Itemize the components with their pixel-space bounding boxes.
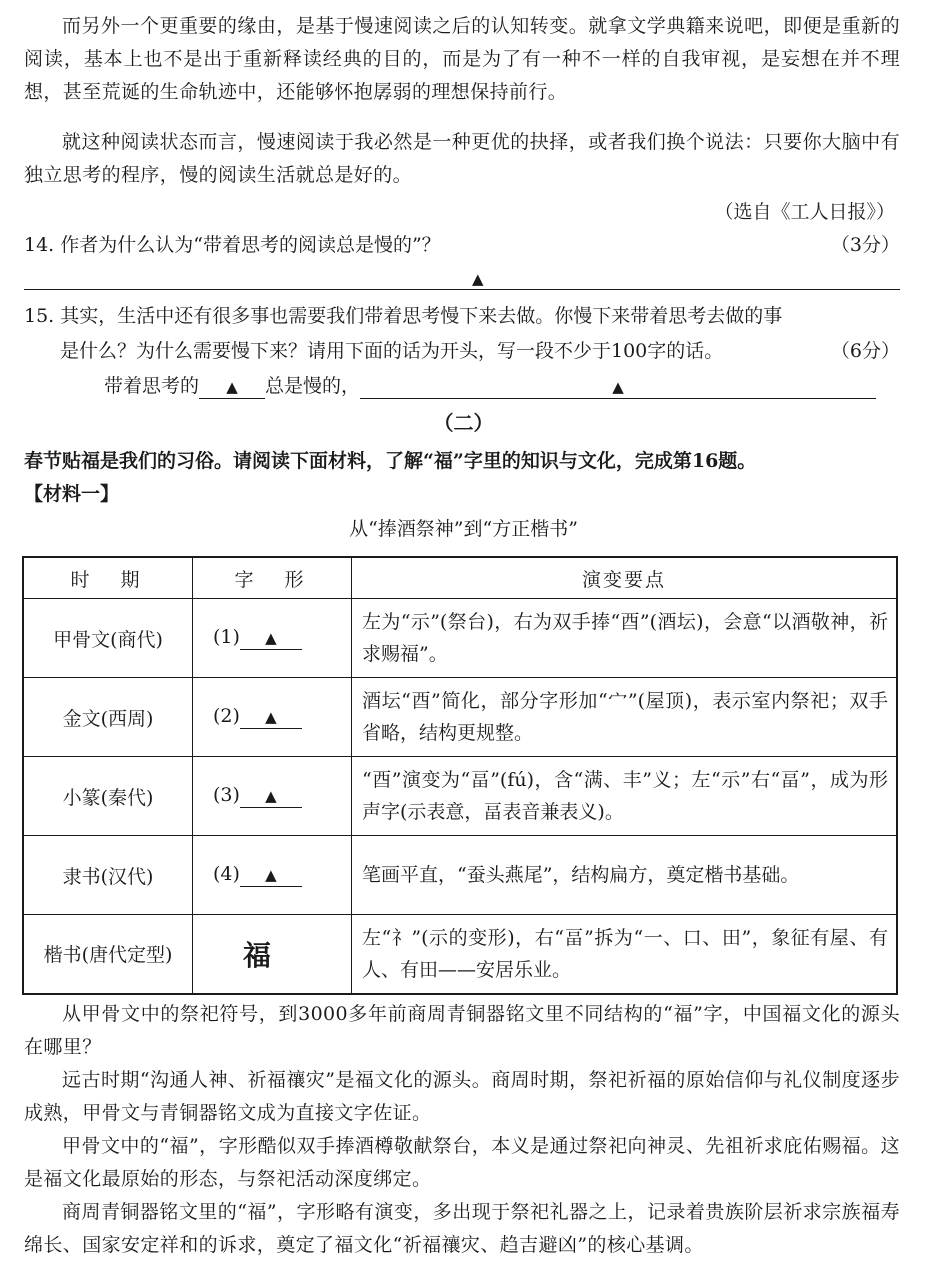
fu-character: 福 <box>243 938 272 972</box>
paragraph-fu-origin: 远古时期“沟通人神、祈福禳灾”是福文化的源头。商周时期，祭祀祈福的原始信仰与礼仪制度逐步成熟，甲骨文与青铜器铭文成为直接文字佐证。 <box>24 1069 900 1124</box>
table-row <box>23 599 897 678</box>
prompt-part-b: 总是慢的， <box>265 375 361 397</box>
form-blank[interactable]: ▲ <box>240 864 302 887</box>
paragraph-slow-reading-choice: 就这种阅读状态而言，慢速阅读于我必然是一种更优的抉择，或者我们换个说法：只要你大脑中有独立思考的程序，慢的阅读生活就总是好的。 <box>24 131 900 186</box>
form-cell <box>193 678 352 757</box>
form-cell <box>193 757 352 836</box>
header-evolution: 演变要点 <box>352 557 898 599</box>
source-citation: （选自《工人日报》） <box>714 201 895 223</box>
header-form: 字 形 <box>193 557 352 599</box>
form-cell <box>193 836 352 915</box>
prompt-blank-long[interactable]: ▲ <box>360 376 876 399</box>
form-blank[interactable]: ▲ <box>240 706 302 729</box>
section-title: （二） <box>433 411 494 435</box>
prompt-blank-short[interactable]: ▲ <box>199 376 265 399</box>
table-row <box>23 678 897 757</box>
form-blank[interactable]: ▲ <box>240 785 302 808</box>
answer-marker-icon: ▲ <box>472 270 484 288</box>
evolution-cell: 酒坛“酉”简化，部分字形加“宀”(屋顶)，表示室内祭祀；双手省略，结构更规整。 <box>352 678 898 757</box>
question-15-prompt <box>104 370 900 403</box>
form-label: (1) <box>213 626 240 648</box>
period-cell: 金文(西周) <box>23 678 193 757</box>
header-period: 时 期 <box>23 557 193 599</box>
period-cell: 楷书(唐代定型) <box>23 915 193 994</box>
paragraph-slow-reading-reason: 而另外一个更重要的缘由，是基于慢速阅读之后的认知转变。就拿文学典籍来说吧，即便是重新的阅读，基本上也不是出于重新释读经典的目的，而是为了有一种不一样的自我审视，是妄想在并不理想，甚至荒诞的生命轨迹中，还能够怀抱孱弱的理想保持前行。 <box>24 15 900 103</box>
form-label: (3) <box>213 784 240 806</box>
question-14 <box>24 229 900 262</box>
evolution-cell: “酉”演变为“畐”(fú)，含“满、丰”义；左“示”右“畐”，成为形声字(示表意，畐表音兼表义)。 <box>352 757 898 836</box>
evolution-cell: 左“礻”(示的变形)，右“畐”拆为“一、口、田”，象征有屋、有人、有田——安居乐业。 <box>352 915 898 994</box>
period-cell: 隶书(汉代) <box>23 836 193 915</box>
table-row <box>23 836 897 915</box>
section-intro: 春节贴福是我们的习俗。请阅读下面材料，了解“福”字里的知识与文化，完成第16题。 <box>24 450 757 472</box>
question-15 <box>24 300 900 333</box>
form-label: (2) <box>213 705 240 727</box>
question-15-score: （6分） <box>830 340 900 362</box>
form-label: (4) <box>213 863 240 885</box>
form-blank[interactable]: ▲ <box>240 627 302 650</box>
table-row <box>23 915 897 994</box>
form-cell <box>193 915 352 994</box>
question-15-line-2: 是什么？为什么需要慢下来？请用下面的话为开头，写一段不少于100字的话。 <box>60 340 724 362</box>
question-15-line-2-row <box>60 335 900 368</box>
prompt-part-a: 带着思考的 <box>104 375 200 397</box>
evolution-cell: 左为“示”(祭台)，右为双手捧“酉”(酒坛)，会意“以酒敬神，祈求赐福”。 <box>352 599 898 678</box>
table-header-row <box>23 557 897 599</box>
fu-evolution-table <box>22 556 898 995</box>
table-row <box>23 757 897 836</box>
period-cell: 小篆(秦代) <box>23 757 193 836</box>
question-14-score: （3分） <box>830 234 900 256</box>
evolution-cell: 笔画平直，“蚕头燕尾”，结构扁方，奠定楷书基础。 <box>352 836 898 915</box>
material-label: 【材料一】 <box>24 483 120 505</box>
paragraph-oracle-bone-fu: 甲骨文中的“福”，字形酷似双手捧酒樽敬献祭台，本义是通过祭祀向神灵、先祖祈求庇佑赐福。这是福文化最原始的形态，与祭祀活动深度绑定。 <box>24 1135 900 1190</box>
paragraph-fu-origin-question: 从甲骨文中的祭祀符号，到3000多年前商周青铜器铭文里不同结构的“福”字，中国福文化的源头在哪里？ <box>24 1003 900 1058</box>
question-15-line-1: 15. 其实，生活中还有很多事也需要我们带着思考慢下来去做。你慢下来带着思考去做的事 <box>24 305 783 327</box>
paragraph-bronze-fu: 商周青铜器铭文里的“福”，字形略有演变，多出现于祭祀礼器之上，记录着贵族阶层祈求宗族福寿绵长、国家安定祥和的诉求，奠定了福文化“祈福禳灾、趋吉避凶”的核心基调。 <box>24 1201 900 1256</box>
question-14-text: 14. 作者为什么认为“带着思考的阅读总是慢的”？ <box>24 234 441 256</box>
period-cell: 甲骨文(商代) <box>23 599 193 678</box>
form-cell <box>193 599 352 678</box>
answer-line-14[interactable] <box>24 289 900 290</box>
table-title: 从“捧酒祭神”到“方正楷书” <box>349 518 578 540</box>
